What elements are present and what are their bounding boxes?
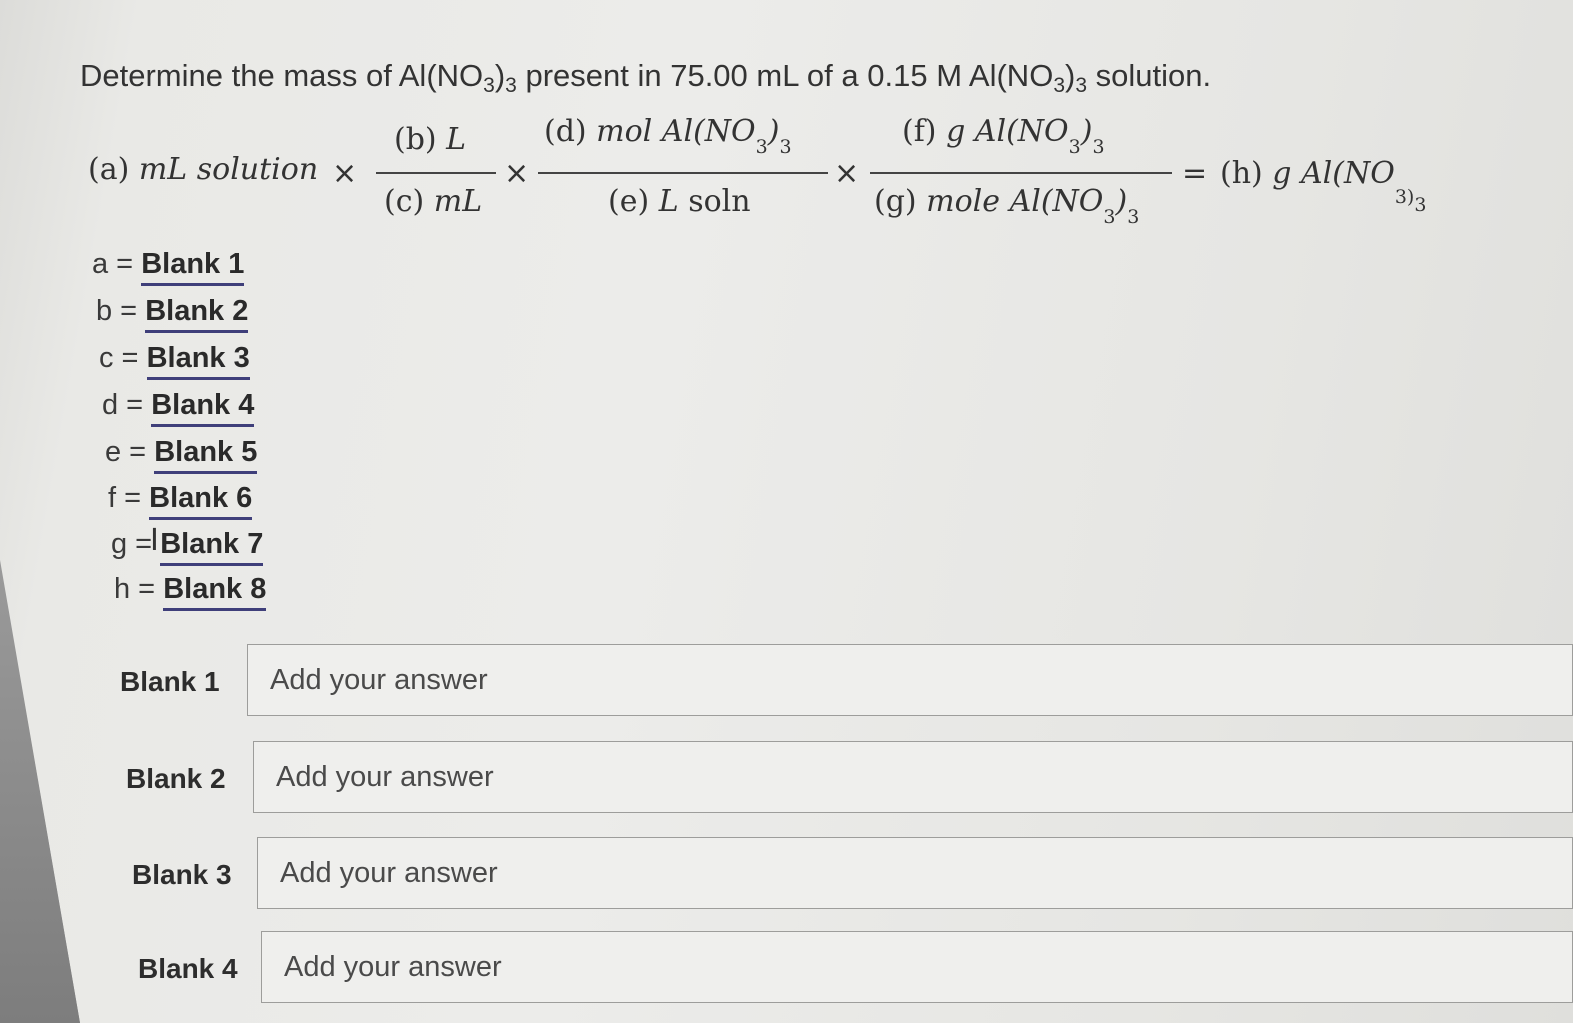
text-cursor-icon: I [150, 523, 159, 558]
blank-link[interactable]: Blank 7 [160, 528, 263, 566]
blank-link[interactable]: Blank 1 [141, 248, 244, 286]
blank-link[interactable]: Blank 2 [145, 295, 248, 333]
fraction-bar-3 [870, 172, 1172, 174]
answer-input-3[interactable] [257, 837, 1573, 909]
term-b: (b) L [394, 122, 467, 157]
dimensional-analysis-equation [88, 112, 1558, 242]
def-g: g = Blank 7 [111, 528, 263, 561]
term-h: (h) g $Al(NO_{3)3}$ [1220, 156, 1427, 216]
term-g: (g) mole $Al(NO_3)_3$ [874, 184, 1140, 228]
times-1: × [332, 156, 358, 191]
def-c: c = Blank 3 [99, 342, 250, 375]
fraction-bar-1 [376, 172, 496, 174]
answer-row-2 [126, 741, 1573, 817]
term-c: (c) mL [384, 184, 483, 219]
blank-link[interactable]: Blank 4 [151, 389, 254, 427]
term-f: (f) g $Al(NO_3)_3$ [902, 114, 1105, 158]
def-f: f = Blank 6 [108, 482, 252, 515]
blank-link[interactable]: Blank 3 [147, 342, 250, 380]
answer-label: Blank 4 [138, 953, 238, 984]
def-b: b = Blank 2 [96, 295, 248, 328]
def-a: a = Blank 1 [92, 248, 244, 281]
term-a: (a) mL solution [88, 152, 319, 187]
fraction-bar-2 [538, 172, 828, 174]
answer-label: Blank 3 [132, 859, 232, 890]
answer-label: Blank 1 [120, 666, 220, 697]
blank-link[interactable]: Blank 6 [149, 482, 252, 520]
term-e: (e) L soln [608, 184, 751, 219]
def-h: h = Blank 8 [114, 573, 266, 606]
term-d: (d) mol $Al(NO_3)_3$ [544, 114, 792, 158]
answer-label: Blank 2 [126, 763, 226, 794]
answer-input-4[interactable] [261, 931, 1573, 1003]
answer-row-3 [132, 837, 1573, 913]
answer-row-4 [138, 931, 1573, 1007]
equals-sign: = [1182, 156, 1208, 191]
blank-link[interactable]: Blank 5 [154, 436, 257, 474]
def-e: e = Blank 5 [105, 436, 257, 469]
times-3: × [834, 156, 860, 191]
def-d: d = Blank 4 [102, 389, 254, 422]
answer-input-2[interactable] [253, 741, 1573, 813]
times-2: × [504, 156, 530, 191]
blank-link[interactable]: Blank 8 [163, 573, 266, 611]
answer-row-1 [120, 644, 1573, 720]
answer-input-1[interactable] [247, 644, 1573, 716]
question-text: Determine the mass of $Al(NO_3)_3$ present in 75.00 mL of a 0.15 M $Al(NO_3)_3$ solution. [80, 58, 1212, 97]
